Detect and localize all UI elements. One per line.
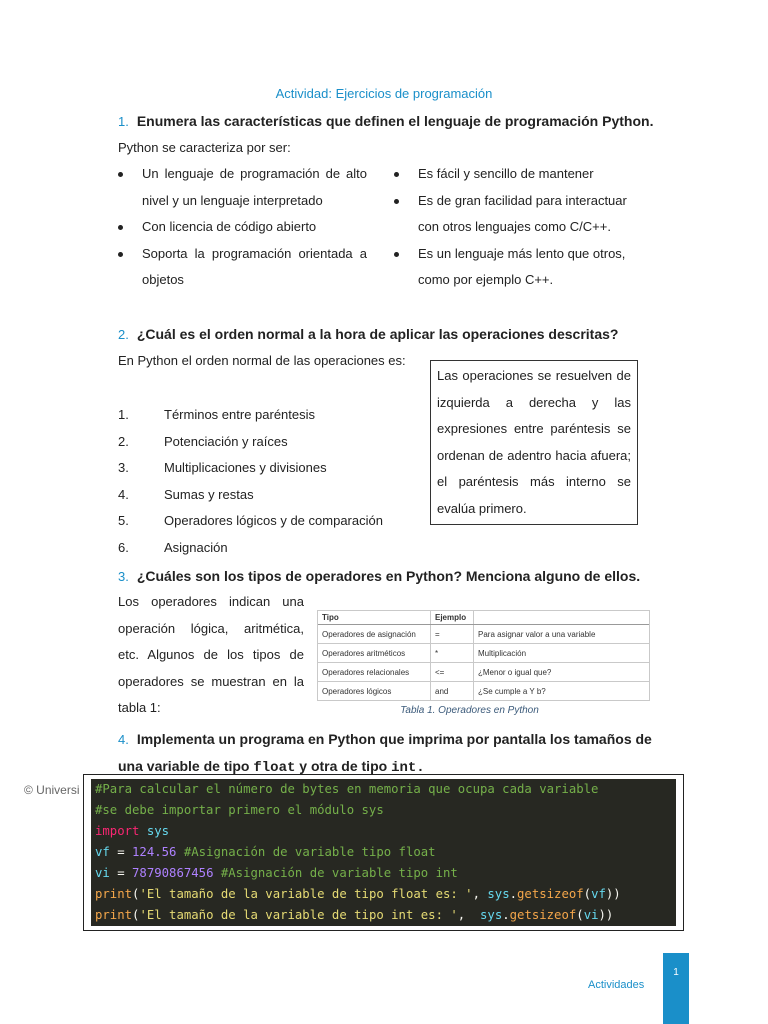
q2-intro: En Python el orden normal de las operaciones es: [118,353,406,368]
question-1-number: 1. [118,114,129,129]
code-line: print('El tamaño de la variable de tipo float es: ', sys.getsizeof(vf)) [95,887,621,901]
q1-left-list [118,161,367,294]
list-item: 2. Potenciación y raíces [118,433,288,449]
table-header-row [318,611,649,625]
question-3-text: ¿Cuáles son los tipos de operadores en Python? Menciona alguno de ellos. [136,568,641,584]
question-1-text: Enumera las características que definen el lenguaje de programación Python. [136,113,654,129]
list-item: Es de gran facilidad para interactuar con otros lenguajes como C/C++. [394,188,648,241]
question-3-number: 3. [118,569,129,584]
code-line: vi = 78790867456 #Asignación de variable tipo int [95,866,458,880]
question-3 [118,568,658,584]
list-item: Es fácil y sencillo de mantener [394,161,648,188]
code-line: #se debe importar primero el módulo sys [95,803,384,817]
list-item: 5. Operadores lógicos y de comparación [118,513,383,528]
list-item: Un lenguaje de programación de alto nivel y un lenguaje interpretado [118,161,367,214]
question-1 [118,113,658,129]
footer-section-label: Actividades [588,979,645,991]
list-item: 3. Multiplicaciones y divisiones [118,460,327,475]
q1-intro: Python se caracteriza por ser: [118,140,291,155]
code-line: print('El tamaño de la variable de tipo int es: ', sys.getsizeof(vi)) [95,908,614,922]
page-number: 1 [673,967,679,978]
table-row: Operadores relacionales <= ¿Menor o igual que? [318,663,649,682]
table-row: Operadores lógicos and ¿Se cumple a Y b? [318,682,649,701]
table-header: Ejemplo [431,611,474,625]
table-header: Tipo [318,611,431,625]
list-item: Con licencia de código abierto [118,214,367,241]
question-2 [118,326,658,342]
page-number-tab [663,953,689,1024]
q3-paragraph: Los operadores indican una operación lógica, aritmética, etc. Algunos de los tipos de operadores se muestran en la tabla 1: [118,594,304,715]
table-header [474,611,650,625]
q1-right-list [394,161,648,294]
list-item: 1. Términos entre paréntesis [118,407,316,422]
table-row: Operadores de asignación = Para asignar valor a una variable [318,625,649,644]
list-item: Es un lenguaje más lento que otros, como por ejemplo C++. [394,241,648,294]
page-title: Actividad: Ejercicios de programación [275,86,493,101]
question-2-number: 2. [118,327,129,342]
code-line: #Para calcular el número de bytes en memoria que ocupa cada variable [95,782,599,796]
list-item: Soporta la programación orientada a objetos [118,241,367,294]
list-item: 6. Asignación [118,539,228,555]
copyright-text: © Universi [24,783,80,797]
code-block [83,774,684,931]
question-4-number: 4. [118,732,129,747]
table-caption: Tabla 1. Operadores en Python [400,705,539,716]
list-item: 4. Sumas y restas [118,486,254,502]
q2-ordered-list [118,402,418,561]
question-4: 4. Implementa un programa en Python que imprima por pantalla los tamaños de una variable de tipo float y otra de tipo int. [118,731,652,776]
code-line: vf = 124.56 #Asignación de variable tipo float [95,845,436,859]
question-2-text: ¿Cuál es el orden normal a la hora de aplicar las operaciones descritas? [136,326,619,342]
note-box: Las operaciones se resuelven de izquierda a derecha y las expresiones entre paréntesis se ordenan de adentro hacia afuera; el paréntesis más interno se evalúa primero. [430,360,638,525]
code-line: import sys [95,824,170,838]
operators-table [317,610,650,701]
table-row: Operadores aritméticos * Multiplicación [318,644,649,663]
code-editor [91,779,676,926]
